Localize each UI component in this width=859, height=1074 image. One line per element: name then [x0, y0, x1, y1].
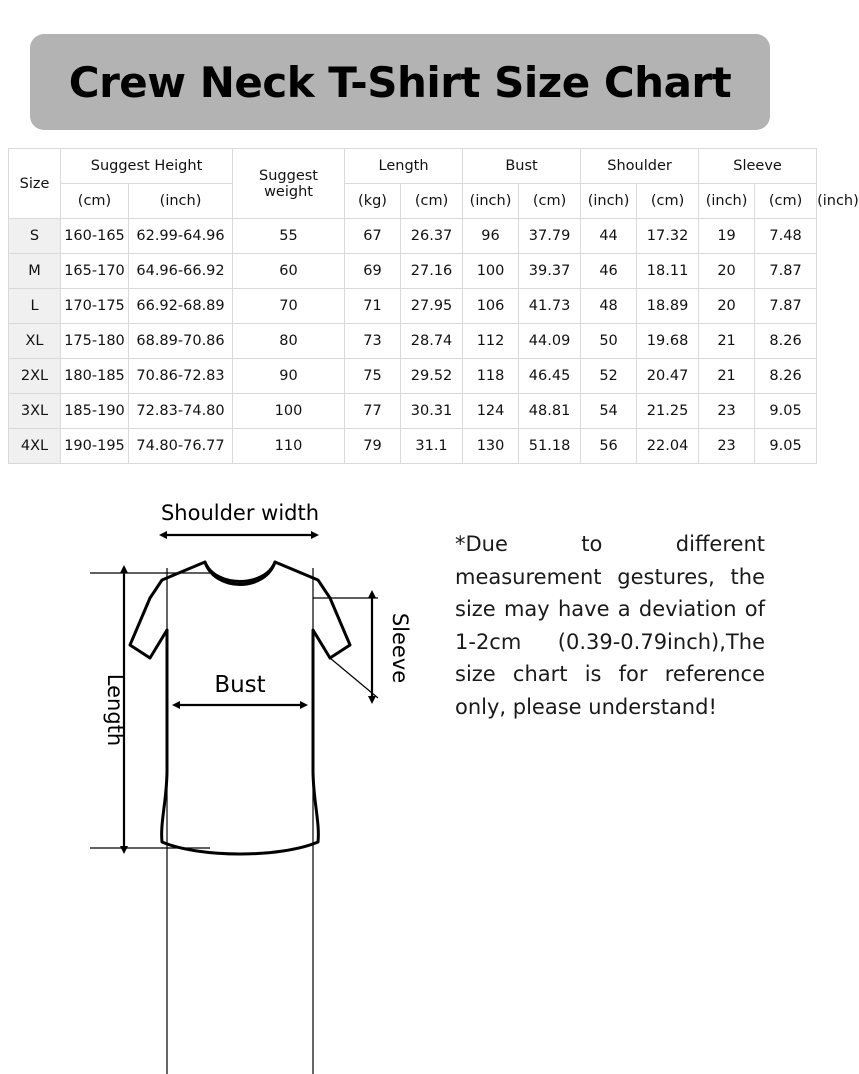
cell-sleeve-cm: 20: [699, 289, 755, 324]
cell-height-cm: 170-175: [61, 289, 129, 324]
cell-height-cm: 180-185: [61, 359, 129, 394]
cell-length-inch: 27.16: [401, 254, 463, 289]
table-row: [9, 359, 817, 394]
cell-bust-cm: 112: [463, 324, 519, 359]
cell-height-inch: 70.86-72.83: [129, 359, 233, 394]
bust-dimension: [180, 672, 302, 705]
cell-shoulder-cm: 54: [581, 394, 637, 429]
unit-height-inch: (inch): [129, 184, 233, 219]
cell-bust-inch: 41.73: [519, 289, 581, 324]
shoulder-width-label: Shoulder width: [160, 501, 320, 525]
title-banner: [30, 34, 770, 130]
cell-length-cm: 71: [345, 289, 401, 324]
table-row: [9, 324, 817, 359]
cell-size: L: [9, 289, 61, 324]
unit-bust-cm: (cm): [519, 184, 581, 219]
cell-size: M: [9, 254, 61, 289]
cell-shoulder-cm: 52: [581, 359, 637, 394]
cell-sleeve-cm: 23: [699, 394, 755, 429]
cell-height-cm: 185-190: [61, 394, 129, 429]
cell-shoulder-cm: 46: [581, 254, 637, 289]
cell-size: 2XL: [9, 359, 61, 394]
table-row: [9, 254, 817, 289]
cell-bust-cm: 96: [463, 219, 519, 254]
cell-shoulder-cm: 48: [581, 289, 637, 324]
cell-bust-inch: 51.18: [519, 429, 581, 464]
cell-height-cm: 165-170: [61, 254, 129, 289]
cell-size: 3XL: [9, 394, 61, 429]
cell-size: S: [9, 219, 61, 254]
cell-height-inch: 66.92-68.89: [129, 289, 233, 324]
tshirt-measurement-diagram: [30, 470, 450, 890]
table-row: [9, 394, 817, 429]
cell-sleeve-cm: 19: [699, 219, 755, 254]
measurement-disclaimer: *Due to different measurement gestures, the size may have a deviation of 1-2cm (0.39-0.79inch),The size chart is for reference only, please understand!: [455, 532, 765, 719]
cell-shoulder-cm: 50: [581, 324, 637, 359]
cell-sleeve-inch: 9.05: [755, 429, 817, 464]
cell-height-inch: 72.83-74.80: [129, 394, 233, 429]
header-bust: Bust: [463, 149, 581, 184]
size-table-container: [8, 148, 859, 464]
tshirt-outline: [130, 562, 350, 854]
cell-sleeve-inch: 7.87: [755, 254, 817, 289]
unit-length-inch: (inch): [463, 184, 519, 219]
cell-sleeve-cm: 21: [699, 324, 755, 359]
unit-bust-inch: (inch): [581, 184, 637, 219]
unit-shoulder-inch: (inch): [699, 184, 755, 219]
cell-length-inch: 28.74: [401, 324, 463, 359]
cell-length-cm: 79: [345, 429, 401, 464]
length-dimension: [90, 573, 210, 848]
cell-height-cm: 175-180: [61, 324, 129, 359]
cell-weight-kg: 60: [233, 254, 345, 289]
cell-weight-kg: 80: [233, 324, 345, 359]
cell-sleeve-cm: 21: [699, 359, 755, 394]
header-suggest-weight: Suggest weight: [233, 149, 345, 219]
cell-shoulder-inch: 18.89: [637, 289, 699, 324]
cell-shoulder-inch: 21.25: [637, 394, 699, 429]
cell-height-cm: 190-195: [61, 429, 129, 464]
cell-weight-kg: 110: [233, 429, 345, 464]
cell-sleeve-inch: 7.87: [755, 289, 817, 324]
cell-length-cm: 67: [345, 219, 401, 254]
cell-height-inch: 64.96-66.92: [129, 254, 233, 289]
cell-bust-cm: 106: [463, 289, 519, 324]
table-unit-row: (cm) (inch) (kg) (cm) (inch) (cm) (inch) (cm) (inch) (cm) (inch): [9, 184, 817, 219]
cell-height-inch: 74.80-76.77: [129, 429, 233, 464]
unit-weight-kg: (kg): [345, 184, 401, 219]
unit-height-cm: (cm): [61, 184, 129, 219]
cell-sleeve-cm: 23: [699, 429, 755, 464]
cell-length-inch: 26.37: [401, 219, 463, 254]
cell-length-inch: 30.31: [401, 394, 463, 429]
unit-shoulder-cm: (cm): [637, 184, 699, 219]
cell-shoulder-cm: 44: [581, 219, 637, 254]
cell-length-cm: 73: [345, 324, 401, 359]
cell-height-inch: 62.99-64.96: [129, 219, 233, 254]
length-label: Length: [103, 673, 127, 747]
cell-height-inch: 68.89-70.86: [129, 324, 233, 359]
cell-bust-inch: 48.81: [519, 394, 581, 429]
cell-sleeve-inch: 8.26: [755, 324, 817, 359]
cell-bust-inch: 37.79: [519, 219, 581, 254]
cell-size: XL: [9, 324, 61, 359]
cell-sleeve-cm: 20: [699, 254, 755, 289]
cell-bust-inch: 39.37: [519, 254, 581, 289]
unit-length-cm: (cm): [401, 184, 463, 219]
sleeve-label: Sleeve: [388, 612, 412, 684]
size-table: [8, 148, 859, 464]
cell-bust-cm: 130: [463, 429, 519, 464]
cell-shoulder-inch: 19.68: [637, 324, 699, 359]
cell-weight-kg: 70: [233, 289, 345, 324]
unit-sleeve-cm: (cm): [755, 184, 817, 219]
cell-shoulder-inch: 18.11: [637, 254, 699, 289]
header-suggest-height: Suggest Height: [61, 149, 233, 184]
cell-sleeve-inch: 7.48: [755, 219, 817, 254]
header-shoulder: Shoulder: [581, 149, 699, 184]
table-row: [9, 219, 817, 254]
header-length: Length: [345, 149, 463, 184]
table-row: [9, 289, 817, 324]
cell-bust-inch: 44.09: [519, 324, 581, 359]
cell-length-inch: 27.95: [401, 289, 463, 324]
cell-sleeve-inch: 8.26: [755, 359, 817, 394]
cell-bust-cm: 124: [463, 394, 519, 429]
cell-shoulder-inch: 17.32: [637, 219, 699, 254]
cell-weight-kg: 55: [233, 219, 345, 254]
cell-shoulder-inch: 22.04: [637, 429, 699, 464]
bottom-section: [0, 470, 800, 890]
header-sleeve: Sleeve: [699, 149, 817, 184]
table-header-row: [9, 149, 817, 184]
cell-length-cm: 75: [345, 359, 401, 394]
size-chart-page: [0, 34, 859, 1074]
cell-length-cm: 77: [345, 394, 401, 429]
cell-shoulder-cm: 56: [581, 429, 637, 464]
cell-height-cm: 160-165: [61, 219, 129, 254]
cell-bust-cm: 118: [463, 359, 519, 394]
cell-shoulder-inch: 20.47: [637, 359, 699, 394]
cell-weight-kg: 90: [233, 359, 345, 394]
table-row: [9, 429, 817, 464]
page-title: Crew Neck T-Shirt Size Chart: [68, 57, 732, 107]
cell-bust-cm: 100: [463, 254, 519, 289]
bust-label: Bust: [214, 672, 266, 698]
cell-length-inch: 29.52: [401, 359, 463, 394]
cell-sleeve-inch: 9.05: [755, 394, 817, 429]
cell-weight-kg: 100: [233, 394, 345, 429]
sleeve-dimension: [313, 598, 412, 698]
cell-length-cm: 69: [345, 254, 401, 289]
header-size: Size: [9, 149, 61, 219]
cell-size: 4XL: [9, 429, 61, 464]
shoulder-width-dimension: [161, 501, 319, 1074]
cell-length-inch: 31.1: [401, 429, 463, 464]
cell-bust-inch: 46.45: [519, 359, 581, 394]
